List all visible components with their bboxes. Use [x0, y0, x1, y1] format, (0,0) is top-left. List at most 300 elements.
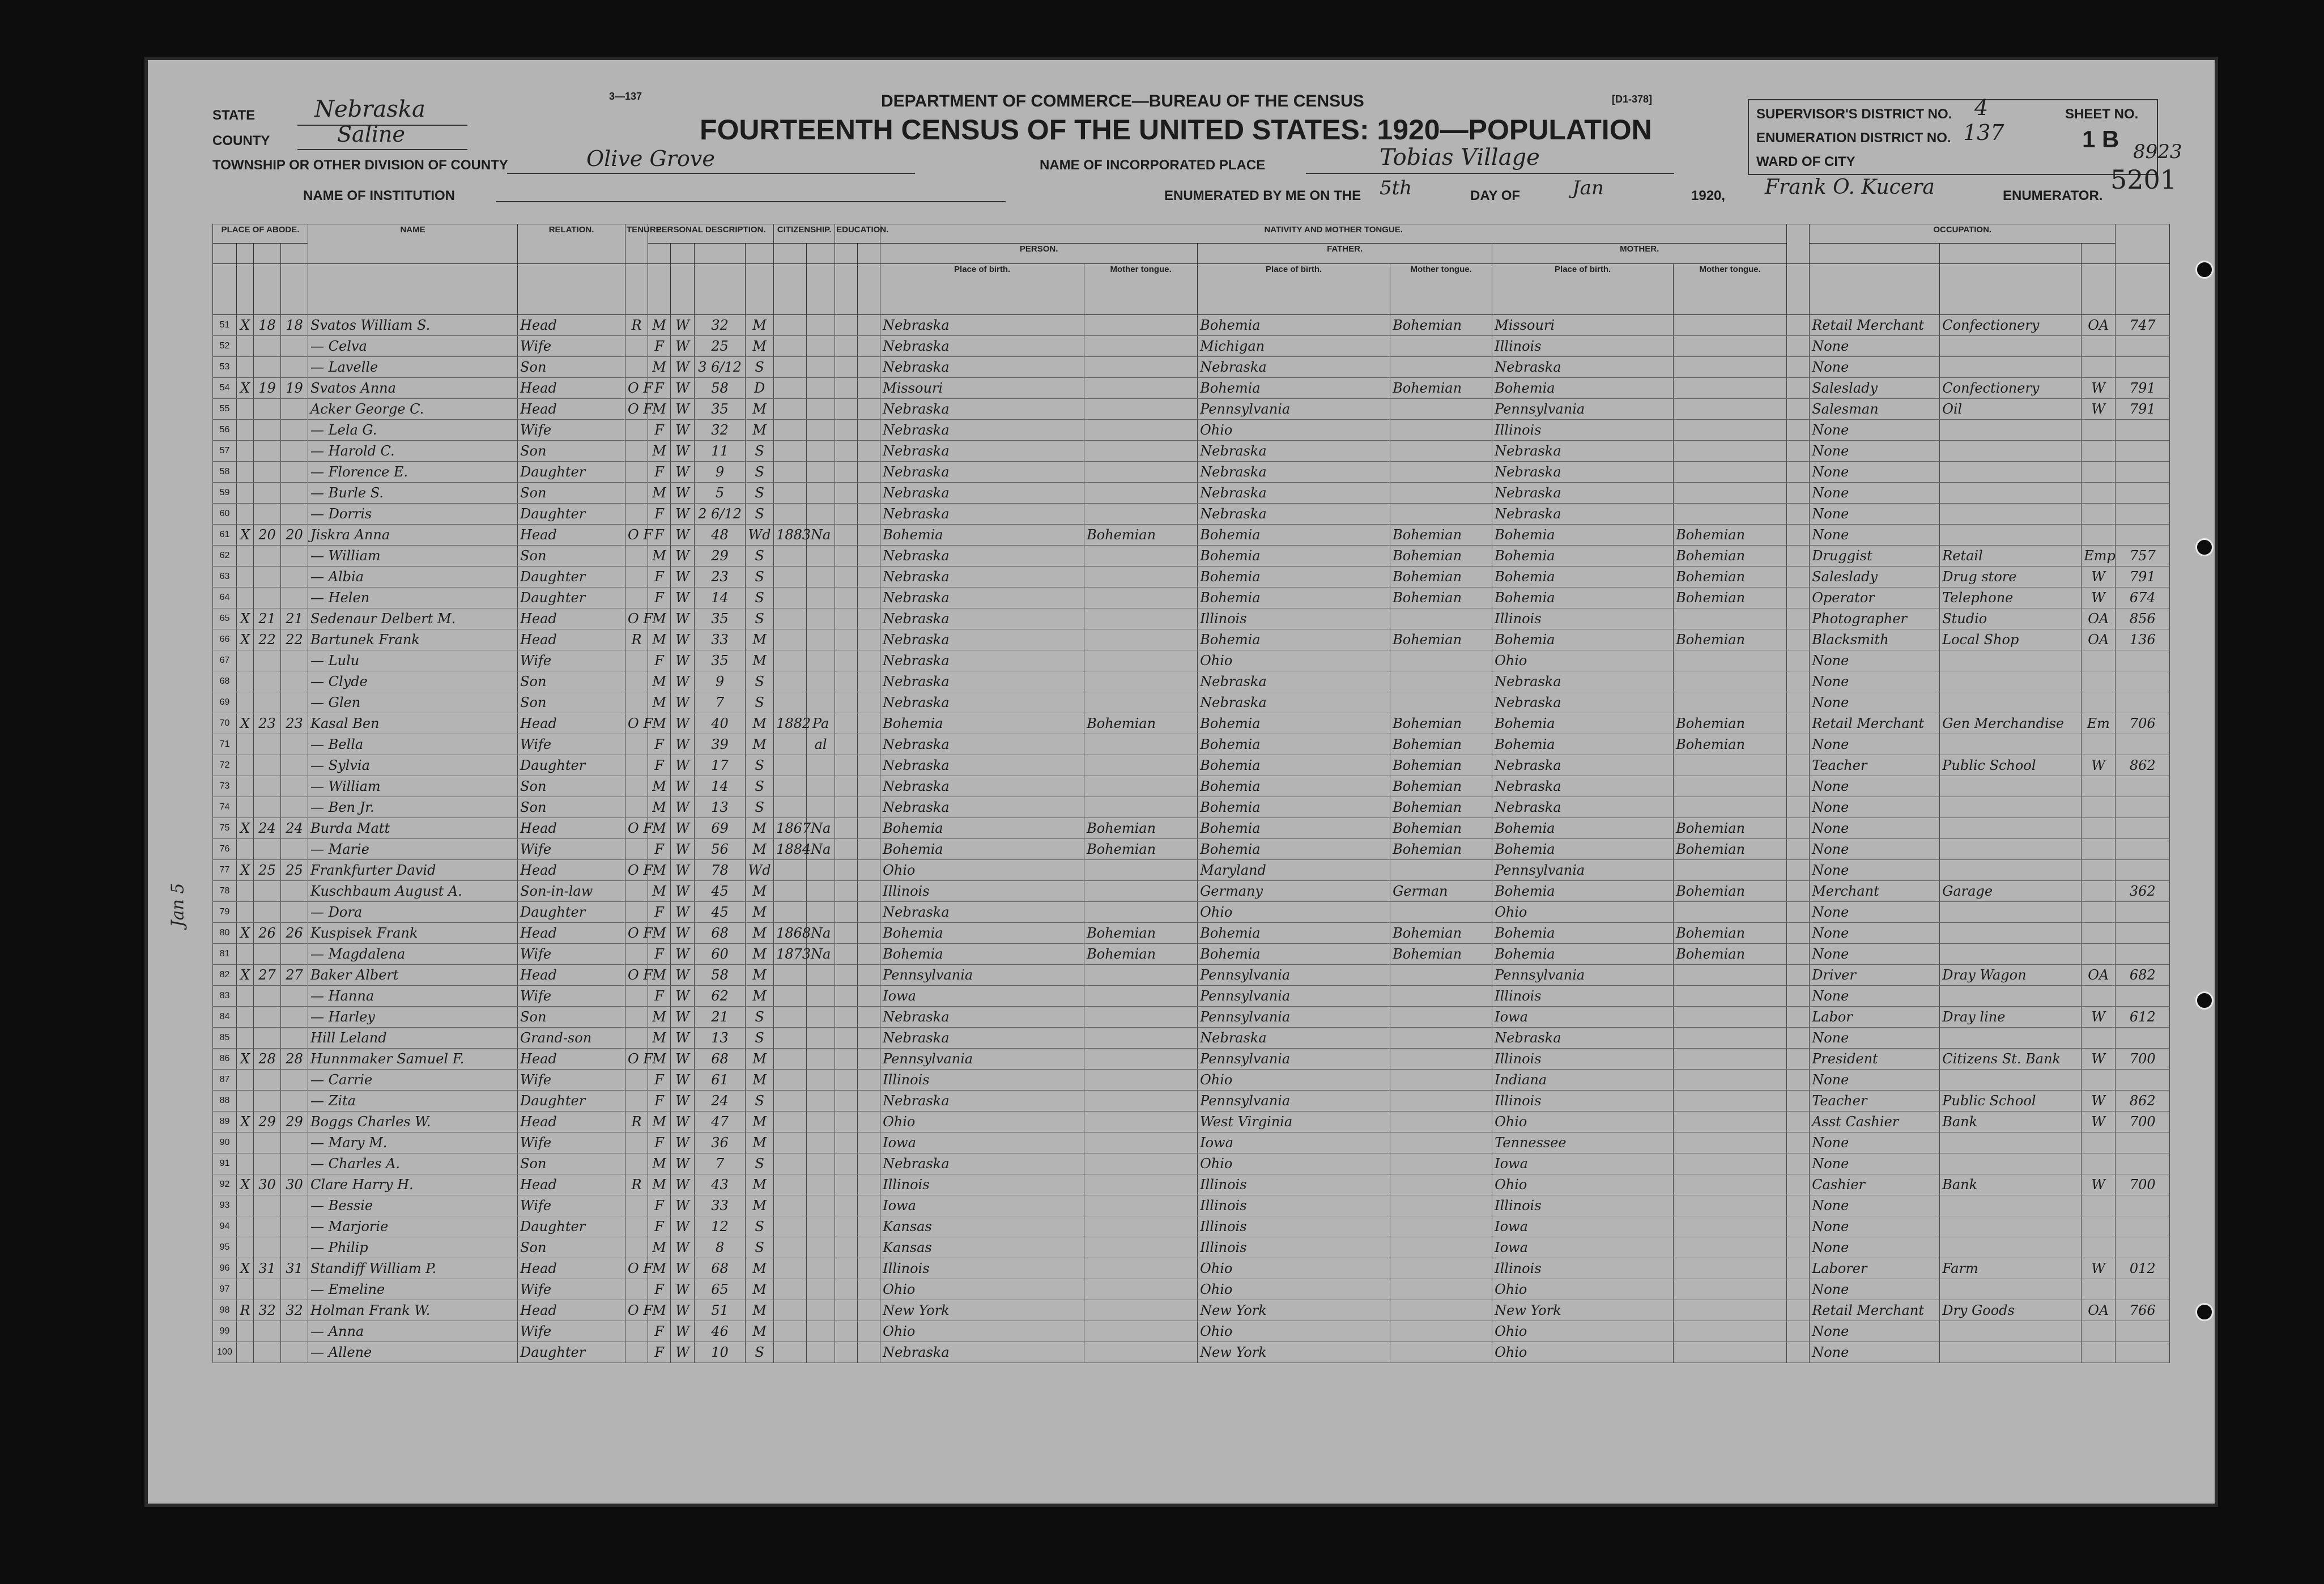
father-birthplace: Bohemia [1198, 839, 1390, 860]
father-birthplace: Illinois [1198, 1174, 1390, 1195]
family-number [281, 1237, 308, 1258]
relation: Daughter [518, 1091, 625, 1112]
class-of-worker [2082, 1153, 2116, 1174]
birthplace: Nebraska [880, 902, 1084, 923]
visit-mark: X [237, 608, 254, 629]
industry: Gen Merchandise [1940, 713, 2082, 734]
literacy [858, 734, 880, 755]
speaks-english [1787, 315, 1810, 336]
person-name: Burda Matt [308, 818, 518, 839]
naturalization [807, 629, 835, 650]
father-tongue [1390, 902, 1492, 923]
occupation-code [2116, 860, 2170, 881]
family-number [281, 483, 308, 504]
visit-mark: X [237, 923, 254, 944]
family-number [281, 1321, 308, 1342]
occupation-code [2116, 1216, 2170, 1237]
person-name: — William [308, 776, 518, 797]
father-tongue [1390, 1237, 1492, 1258]
dwelling-number [254, 399, 281, 420]
line-number: 58 [213, 462, 237, 483]
table-row [213, 336, 2170, 357]
person-name: Sedenaur Delbert M. [308, 608, 518, 629]
mother-tongue-mother [1674, 1237, 1787, 1258]
mother-tongue-mother [1674, 1112, 1787, 1132]
industry [1940, 1321, 2082, 1342]
immigration-year: 1883 [774, 525, 807, 546]
sex: M [648, 1237, 671, 1258]
dwelling-number [254, 776, 281, 797]
speaks-english [1787, 692, 1810, 713]
dwelling-number [254, 1091, 281, 1112]
family-number [281, 671, 308, 692]
occupation-code [2116, 1237, 2170, 1258]
sex: F [648, 1132, 671, 1153]
sex: M [648, 1258, 671, 1279]
literacy [858, 1132, 880, 1153]
relation: Wife [518, 336, 625, 357]
naturalization [807, 420, 835, 441]
industry: Bank [1940, 1112, 2082, 1132]
sheet-label: SHEET NO. [2065, 107, 2139, 122]
literacy [858, 1028, 880, 1049]
occupation-code [2116, 839, 2170, 860]
place-label: NAME OF INCORPORATED PLACE [1040, 157, 1266, 173]
relation: Head [518, 923, 625, 944]
punch-hole [2195, 538, 2214, 556]
family-number [281, 1132, 308, 1153]
race: W [671, 336, 695, 357]
marital-status: S [746, 1153, 774, 1174]
dwelling-number [254, 671, 281, 692]
industry [1940, 1028, 2082, 1049]
mother-tongue [1084, 1279, 1198, 1300]
tenure [625, 1279, 648, 1300]
literacy [858, 1153, 880, 1174]
speaks-english [1787, 483, 1810, 504]
mother-birthplace: Nebraska [1492, 692, 1674, 713]
speaks-english [1787, 671, 1810, 692]
literacy [858, 1091, 880, 1112]
line-number: 66 [213, 629, 237, 650]
person-name: Kuschbaum August A. [308, 881, 518, 902]
sex: M [648, 608, 671, 629]
class-of-worker [2082, 944, 2116, 965]
father-tongue: Bohemian [1390, 315, 1492, 336]
speaks-english [1787, 378, 1810, 399]
table-row [213, 965, 2170, 986]
state-value: Nebraska [314, 96, 425, 122]
visit-mark [237, 1321, 254, 1342]
father-tongue [1390, 420, 1492, 441]
family-number [281, 336, 308, 357]
industry [1940, 692, 2082, 713]
school-attendance [835, 734, 858, 755]
occupation: None [1810, 357, 1940, 378]
birthplace: Nebraska [880, 462, 1084, 483]
tenure [625, 1342, 648, 1363]
race: W [671, 1279, 695, 1300]
age: 56 [695, 839, 746, 860]
father-tongue [1390, 462, 1492, 483]
dwelling-number [254, 734, 281, 755]
mother-tongue-mother: Bohemian [1674, 713, 1787, 734]
school-attendance [835, 923, 858, 944]
immigration-year [774, 965, 807, 986]
mother-birthplace: Nebraska [1492, 504, 1674, 525]
immigration-year [774, 608, 807, 629]
father-tongue: Bohemian [1390, 839, 1492, 860]
race: W [671, 567, 695, 587]
tenure [625, 1237, 648, 1258]
mother-birthplace: Illinois [1492, 986, 1674, 1007]
age: 47 [695, 1112, 746, 1132]
mother-birthplace: Nebraska [1492, 462, 1674, 483]
visit-mark [237, 567, 254, 587]
speaks-english [1787, 1321, 1810, 1342]
person-name: — Albia [308, 567, 518, 587]
naturalization: Na [807, 818, 835, 839]
industry: Drug store [1940, 567, 2082, 587]
birthplace: Ohio [880, 1112, 1084, 1132]
industry [1940, 1279, 2082, 1300]
speaks-english [1787, 776, 1810, 797]
visit-mark: X [237, 1258, 254, 1279]
mother-tongue [1084, 1112, 1198, 1132]
occupation: Retail Merchant [1810, 315, 1940, 336]
race: W [671, 776, 695, 797]
line-number: 78 [213, 881, 237, 902]
tenure [625, 902, 648, 923]
sex: F [648, 986, 671, 1007]
person-name: — Ben Jr. [308, 797, 518, 818]
visit-mark [237, 797, 254, 818]
naturalization [807, 1279, 835, 1300]
visit-mark: X [237, 629, 254, 650]
birthplace: Nebraska [880, 692, 1084, 713]
school-attendance [835, 818, 858, 839]
speaks-english [1787, 399, 1810, 420]
occupation: None [1810, 1321, 1940, 1342]
line-number: 83 [213, 986, 237, 1007]
visit-mark [237, 1070, 254, 1091]
family-number [281, 755, 308, 776]
school-attendance [835, 546, 858, 567]
mother-tongue [1084, 587, 1198, 608]
father-birthplace: Nebraska [1198, 441, 1390, 462]
speaks-english [1787, 1007, 1810, 1028]
tenure [625, 1195, 648, 1216]
mother-tongue-mother [1674, 692, 1787, 713]
race: W [671, 1195, 695, 1216]
occupation-code [2116, 420, 2170, 441]
birthplace: Nebraska [880, 441, 1084, 462]
punch-hole [2195, 1303, 2214, 1321]
mother-birthplace: Nebraska [1492, 776, 1674, 797]
visit-mark [237, 462, 254, 483]
mother-tongue [1084, 378, 1198, 399]
occupation-code [2116, 462, 2170, 483]
birthplace: Nebraska [880, 504, 1084, 525]
visit-mark [237, 692, 254, 713]
dwelling-number [254, 692, 281, 713]
father-birthplace: New York [1198, 1300, 1390, 1321]
race: W [671, 525, 695, 546]
relation: Wife [518, 1321, 625, 1342]
industry [1940, 441, 2082, 462]
occupation: None [1810, 1132, 1940, 1153]
mother-birthplace: Illinois [1492, 420, 1674, 441]
father-tongue: Bohemian [1390, 734, 1492, 755]
age: 51 [695, 1300, 746, 1321]
mother-tongue-mother [1674, 420, 1787, 441]
race: W [671, 734, 695, 755]
marital-status: M [746, 1258, 774, 1279]
visit-mark: X [237, 860, 254, 881]
class-of-worker: OA [2082, 965, 2116, 986]
occupation: Salesman [1810, 399, 1940, 420]
mother-tongue-mother: Bohemian [1674, 944, 1787, 965]
mother-tongue-mother [1674, 650, 1787, 671]
birthplace: Nebraska [880, 483, 1084, 504]
marital-status: S [746, 692, 774, 713]
class-of-worker: W [2082, 755, 2116, 776]
father-tongue: Bohemian [1390, 546, 1492, 567]
class-of-worker: Emp [2082, 546, 2116, 567]
speaks-english [1787, 965, 1810, 986]
birthplace: Bohemia [880, 923, 1084, 944]
race: W [671, 587, 695, 608]
immigration-year [774, 567, 807, 587]
marital-status: S [746, 1237, 774, 1258]
occupation: Retail Merchant [1810, 713, 1940, 734]
mother-tongue [1084, 1153, 1198, 1174]
marital-status: M [746, 1132, 774, 1153]
sex: M [648, 692, 671, 713]
person-name: — Helen [308, 587, 518, 608]
person-name: — Florence E. [308, 462, 518, 483]
mother-tongue-mother [1674, 483, 1787, 504]
immigration-year [774, 1258, 807, 1279]
mother-tongue-mother: Bohemian [1674, 567, 1787, 587]
sex: M [648, 818, 671, 839]
marital-status: S [746, 755, 774, 776]
industry: Confectionery [1940, 378, 2082, 399]
mother-tongue-mother [1674, 462, 1787, 483]
school-attendance [835, 1007, 858, 1028]
class-of-worker: Em [2082, 713, 2116, 734]
speaks-english [1787, 587, 1810, 608]
father-tongue: Bohemian [1390, 713, 1492, 734]
class-of-worker [2082, 734, 2116, 755]
mother-tongue: Bohemian [1084, 839, 1198, 860]
speaks-english [1787, 734, 1810, 755]
dwelling-number [254, 1070, 281, 1091]
occupation-code [2116, 797, 2170, 818]
mother-tongue-mother: Bohemian [1674, 629, 1787, 650]
birthplace: Nebraska [880, 776, 1084, 797]
family-number: 31 [281, 1258, 308, 1279]
table-row [213, 1258, 2170, 1279]
table-row [213, 315, 2170, 336]
table-row [213, 1112, 2170, 1132]
family-number [281, 1279, 308, 1300]
naturalization [807, 881, 835, 902]
marital-status: S [746, 1216, 774, 1237]
relation: Son [518, 671, 625, 692]
literacy [858, 462, 880, 483]
mother-tongue [1084, 881, 1198, 902]
birthplace: Illinois [880, 881, 1084, 902]
col-person-pob: Place of birth. [880, 264, 1084, 315]
immigration-year [774, 378, 807, 399]
race: W [671, 881, 695, 902]
form-code: [D1-378] [1612, 93, 1653, 105]
sex: F [648, 1216, 671, 1237]
immigration-year [774, 315, 807, 336]
school-attendance [835, 462, 858, 483]
sex: M [648, 776, 671, 797]
father-birthplace: Ohio [1198, 1070, 1390, 1091]
table-row [213, 1028, 2170, 1049]
occupation-code [2116, 1070, 2170, 1091]
naturalization [807, 776, 835, 797]
speaks-english [1787, 1028, 1810, 1049]
mother-tongue-mother: Bohemian [1674, 546, 1787, 567]
immigration-year [774, 1007, 807, 1028]
race: W [671, 902, 695, 923]
class-of-worker: OA [2082, 1300, 2116, 1321]
occupation-code: 856 [2116, 608, 2170, 629]
literacy [858, 1216, 880, 1237]
race: W [671, 923, 695, 944]
mother-birthplace: Ohio [1492, 1112, 1674, 1132]
marital-status: S [746, 357, 774, 378]
marital-status: M [746, 650, 774, 671]
father-tongue [1390, 1091, 1492, 1112]
speaks-english [1787, 818, 1810, 839]
tenure: R [625, 629, 648, 650]
speaks-english [1787, 420, 1810, 441]
dwelling-number: 22 [254, 629, 281, 650]
father-birthplace: Pennsylvania [1198, 1007, 1390, 1028]
mother-tongue-mother [1674, 776, 1787, 797]
father-tongue [1390, 1300, 1492, 1321]
school-attendance [835, 1132, 858, 1153]
age: 25 [695, 336, 746, 357]
immigration-year [774, 1216, 807, 1237]
family-number: 19 [281, 378, 308, 399]
class-of-worker [2082, 692, 2116, 713]
race: W [671, 1049, 695, 1070]
relation: Wife [518, 1070, 625, 1091]
occupation: Teacher [1810, 755, 1940, 776]
sex: M [648, 399, 671, 420]
mother-tongue: Bohemian [1084, 525, 1198, 546]
naturalization: Na [807, 839, 835, 860]
dwelling-number [254, 546, 281, 567]
race: W [671, 1237, 695, 1258]
father-birthplace: Illinois [1198, 1195, 1390, 1216]
industry [1940, 797, 2082, 818]
speaks-english [1787, 525, 1810, 546]
race: W [671, 1132, 695, 1153]
line-number: 73 [213, 776, 237, 797]
marital-status: S [746, 1028, 774, 1049]
marital-status: M [746, 315, 774, 336]
tenure [625, 567, 648, 587]
family-number [281, 420, 308, 441]
school-attendance [835, 1195, 858, 1216]
occupation: None [1810, 692, 1940, 713]
line-number: 59 [213, 483, 237, 504]
tenure [625, 986, 648, 1007]
dwelling-number [254, 797, 281, 818]
birthplace: Nebraska [880, 608, 1084, 629]
age: 36 [695, 1132, 746, 1153]
sex: M [648, 629, 671, 650]
occupation: None [1810, 650, 1940, 671]
immigration-year [774, 1091, 807, 1112]
marital-status: D [746, 378, 774, 399]
dwelling-number: 30 [254, 1174, 281, 1195]
mother-tongue-mother [1674, 902, 1787, 923]
occupation-code: 612 [2116, 1007, 2170, 1028]
sex: F [648, 650, 671, 671]
industry [1940, 483, 2082, 504]
speaks-english [1787, 1174, 1810, 1195]
person-name: — Magdalena [308, 944, 518, 965]
occupation-code: 791 [2116, 399, 2170, 420]
age: 58 [695, 378, 746, 399]
age: 13 [695, 1028, 746, 1049]
relation: Wife [518, 734, 625, 755]
literacy [858, 1321, 880, 1342]
occupation: None [1810, 734, 1940, 755]
table-row [213, 860, 2170, 881]
immigration-year [774, 1321, 807, 1342]
visit-mark: X [237, 525, 254, 546]
naturalization [807, 441, 835, 462]
table-row [213, 1091, 2170, 1112]
mother-tongue: Bohemian [1084, 923, 1198, 944]
naturalization [807, 1342, 835, 1363]
naturalization [807, 692, 835, 713]
race: W [671, 944, 695, 965]
person-name: Hill Leland [308, 1028, 518, 1049]
line-number: 86 [213, 1049, 237, 1070]
col-father-pob: Place of birth. [1198, 264, 1390, 315]
immigration-year [774, 1342, 807, 1363]
birthplace: Nebraska [880, 420, 1084, 441]
person-name: Svatos William S. [308, 315, 518, 336]
naturalization [807, 965, 835, 986]
relation: Son [518, 1007, 625, 1028]
line-number: 87 [213, 1070, 237, 1091]
table-row [213, 462, 2170, 483]
father-birthplace: Bohemia [1198, 797, 1390, 818]
mother-birthplace: Indiana [1492, 1070, 1674, 1091]
marital-status: M [746, 629, 774, 650]
school-attendance [835, 1070, 858, 1091]
visit-mark [237, 420, 254, 441]
person-name: — Hanna [308, 986, 518, 1007]
mother-tongue [1084, 357, 1198, 378]
line-number: 71 [213, 734, 237, 755]
speaks-english [1787, 860, 1810, 881]
col-relation: RELATION. [518, 224, 625, 264]
race: W [671, 629, 695, 650]
